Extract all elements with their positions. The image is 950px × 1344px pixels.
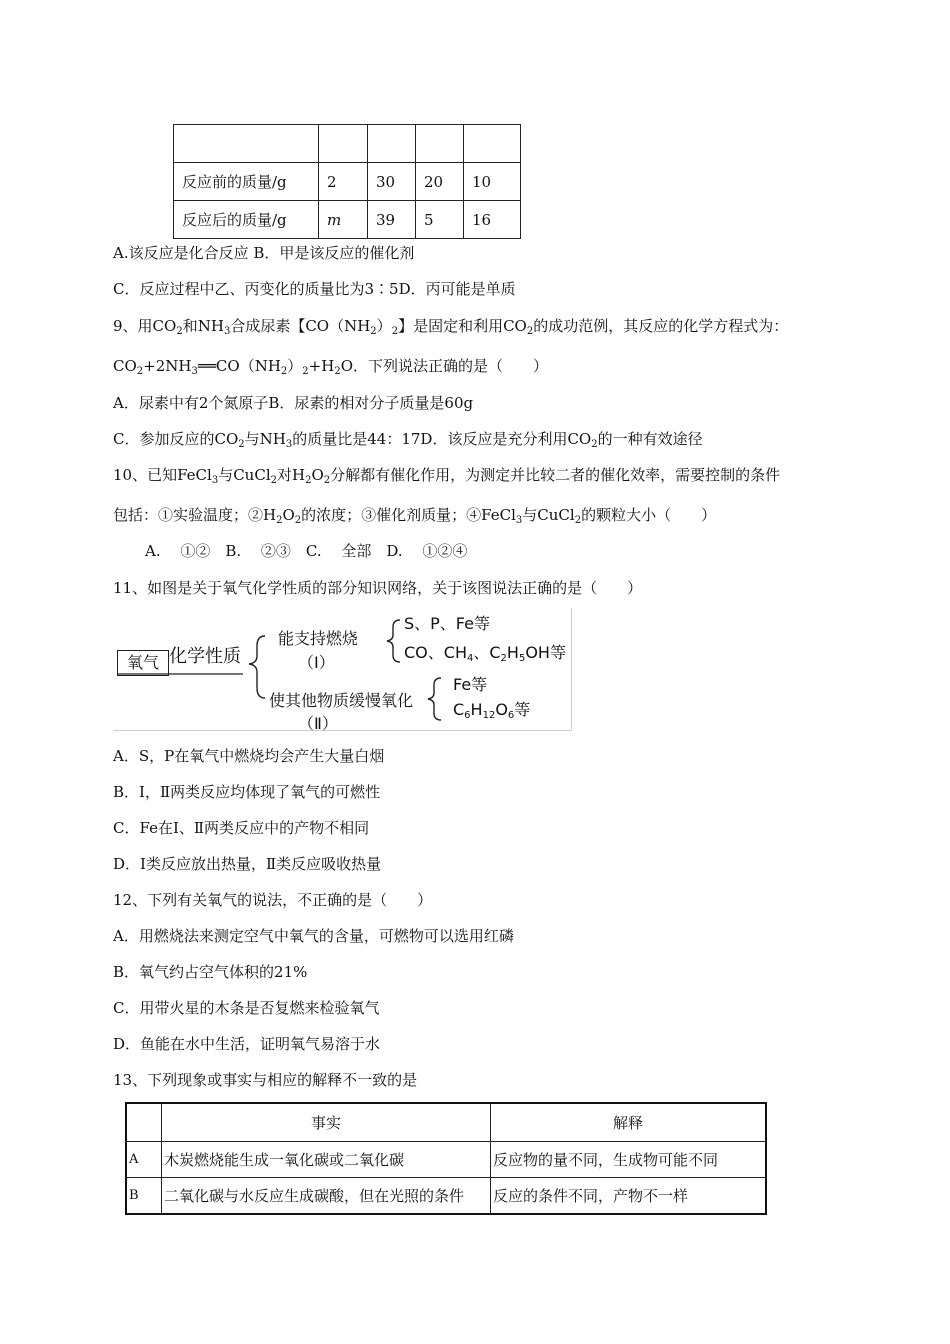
group1-line2: CO、$CH_4$、$C_2H_5OH$等	[404, 643, 566, 664]
q13-stem: 13、下列现象或事实与相应的解释不一致的是	[113, 1071, 418, 1089]
q12-option-a: A．用燃烧法来测定空气中氧气的含量，可燃物可以选用红磷	[113, 927, 514, 945]
table-row	[174, 125, 521, 163]
row-label: 反应前的质量/g	[174, 163, 319, 201]
table-row	[174, 163, 521, 201]
group2-line2: $C_6H_{12}O_6$等	[453, 700, 531, 721]
table-cell: B	[126, 1178, 162, 1215]
table-cell: 2	[319, 163, 368, 201]
table-cell: 10	[464, 163, 521, 201]
q9-equation: $CO_2+2NH_3══CO(NH_2)_2+H_2O$．下列说法正确的是（ ）	[113, 357, 549, 377]
table-cell: 5	[416, 201, 464, 239]
q11-option-a: A．S，P在氧气中燃烧均会产生大量白烟	[113, 747, 385, 765]
roman-1-label: （Ⅰ）	[298, 653, 335, 672]
q10-conditions: 包括：①实验温度；$②H_2O_2$的浓度；③催化剂质量；④FeCl$_3$与CuCl$_2$的颗粒大小（ ）	[113, 506, 717, 526]
oxygen-box: 氧气	[117, 650, 169, 676]
left-brace-icon	[249, 636, 265, 698]
table-cell: 反应的条件不同，产物不一样	[491, 1178, 767, 1215]
q11-option-c: C．Fe在Ⅰ、Ⅱ两类反应中的产物不相同	[113, 819, 370, 837]
table-row	[126, 1178, 766, 1215]
q12-option-b: B．氧气约占空气体积的21%	[113, 963, 308, 981]
row-label: 反应后的质量/g	[174, 201, 319, 239]
group2-line1: Fe等	[453, 675, 488, 694]
table-cell: m	[319, 201, 368, 239]
table-row	[126, 1142, 766, 1178]
table-cell: 20	[416, 163, 464, 201]
table-header-cell	[368, 125, 416, 163]
q8-options-ab: A.该反应是化合反应 B．甲是该反应的催化剂	[113, 244, 415, 262]
table-header-row	[126, 1103, 766, 1142]
table-cell: 16	[464, 201, 521, 239]
table-header-cell	[416, 125, 464, 163]
q9-stem: 9、用$CO_2$和$NH_3$合成尿素【$CO(NH_2)_2$】是固定和利用$CO_2$的成功范例，其反应的化学方程式为：	[113, 317, 789, 337]
facts-table	[125, 1102, 767, 1215]
q10-options: A. ①② B. ②③ C. 全部 D. ①②④	[145, 542, 468, 560]
table-header-cell: 事实	[162, 1103, 491, 1142]
table-header-cell	[174, 125, 319, 163]
slow-oxidation-label: 使其他物质缓慢氧化	[269, 691, 414, 710]
roman-2-label: （Ⅱ）	[298, 714, 338, 733]
group1-line1: S、P、Fe等	[404, 614, 490, 633]
table-cell: A	[126, 1142, 162, 1178]
table-row	[174, 201, 521, 239]
left-brace-icon	[387, 620, 400, 662]
table-cell: 木炭燃烧能生成一氧化碳或二氧化碳	[162, 1142, 491, 1178]
mass-table	[173, 124, 521, 239]
table-cell: 39	[368, 201, 416, 239]
table-header-cell	[319, 125, 368, 163]
q9-options-ab: A．尿素中有2个氮原子B．尿素的相对分子质量是60g	[113, 394, 474, 412]
q8-options-cd: C．反应过程中乙、丙变化的质量比为3∶5D．丙可能是单质	[113, 280, 516, 298]
q10-stem: 10、已知FeCl$_3$与CuCl$_2$对$H_2O_2$分解都有催化作用，为测定并比较二者的催化效率，需要控制的条件	[113, 466, 781, 486]
table-cell: 30	[368, 163, 416, 201]
q11-option-b: B．Ⅰ，Ⅱ两类反应均体现了氧气的可燃性	[113, 783, 381, 801]
table-header-cell: 解释	[491, 1103, 767, 1142]
q9-options-cd: C．参加反应的$CO_2$与$NH_3$的质量比是44：17D．该反应是充分利用$CO_2$的一种有效途径	[113, 430, 703, 450]
table-header-cell	[126, 1103, 162, 1142]
q11-stem: 11、如图是关于氧气化学性质的部分知识网络，关于该图说法正确的是（ ）	[113, 579, 643, 597]
oxygen-knowledge-diagram	[113, 608, 572, 731]
support-combustion-label: 能支持燃烧	[278, 629, 359, 648]
q12-option-d: D．鱼能在水中生活，证明氧气易溶于水	[113, 1035, 381, 1053]
q12-stem: 12、下列有关氧气的说法，不正确的是（ ）	[113, 891, 433, 909]
table-cell: 反应物的量不同，生成物可能不同	[491, 1142, 767, 1178]
table-cell: 二氧化碳与水反应生成碳酸，但在光照的条件	[162, 1178, 491, 1215]
q12-option-c: C．用带火星的木条是否复燃来检验氧气	[113, 999, 380, 1017]
table-header-cell	[464, 125, 521, 163]
left-brace-icon	[428, 678, 441, 720]
chem-prop-label: 化学性质	[169, 646, 241, 667]
q11-option-d: D．Ⅰ类反应放出热量，Ⅱ类反应吸收热量	[113, 855, 382, 873]
